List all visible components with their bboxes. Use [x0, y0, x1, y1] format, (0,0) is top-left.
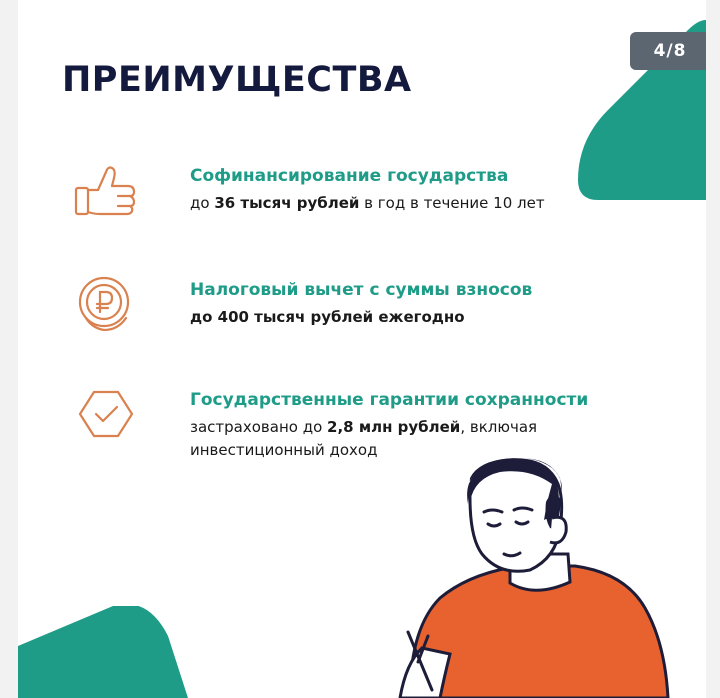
benefit-title: Налоговый вычет с суммы взносов	[190, 280, 533, 300]
thumbs-up-icon	[72, 158, 142, 228]
benefit-description: до 36 тысяч рублей в год в течение 10 лет	[190, 194, 545, 212]
benefit-description: застраховано до 2,8 млн рублей, включая инвестиционный доход	[190, 418, 538, 459]
benefit-title: Софинансирование государства	[190, 166, 509, 186]
man-writing-illustration	[370, 458, 706, 698]
page-counter-badge: 4/8	[630, 32, 706, 70]
slide-card	[18, 0, 706, 698]
benefit-title: Государственные гарантии сохранности	[190, 390, 589, 410]
page-title: ПРЕИМУЩЕСТВА	[62, 60, 412, 100]
shield-check-icon	[72, 382, 142, 452]
benefit-description: до 400 тысяч рублей ежегодно	[190, 308, 465, 326]
ruble-coin-icon	[72, 272, 142, 342]
teal-corner-decoration-bottom	[18, 606, 188, 698]
